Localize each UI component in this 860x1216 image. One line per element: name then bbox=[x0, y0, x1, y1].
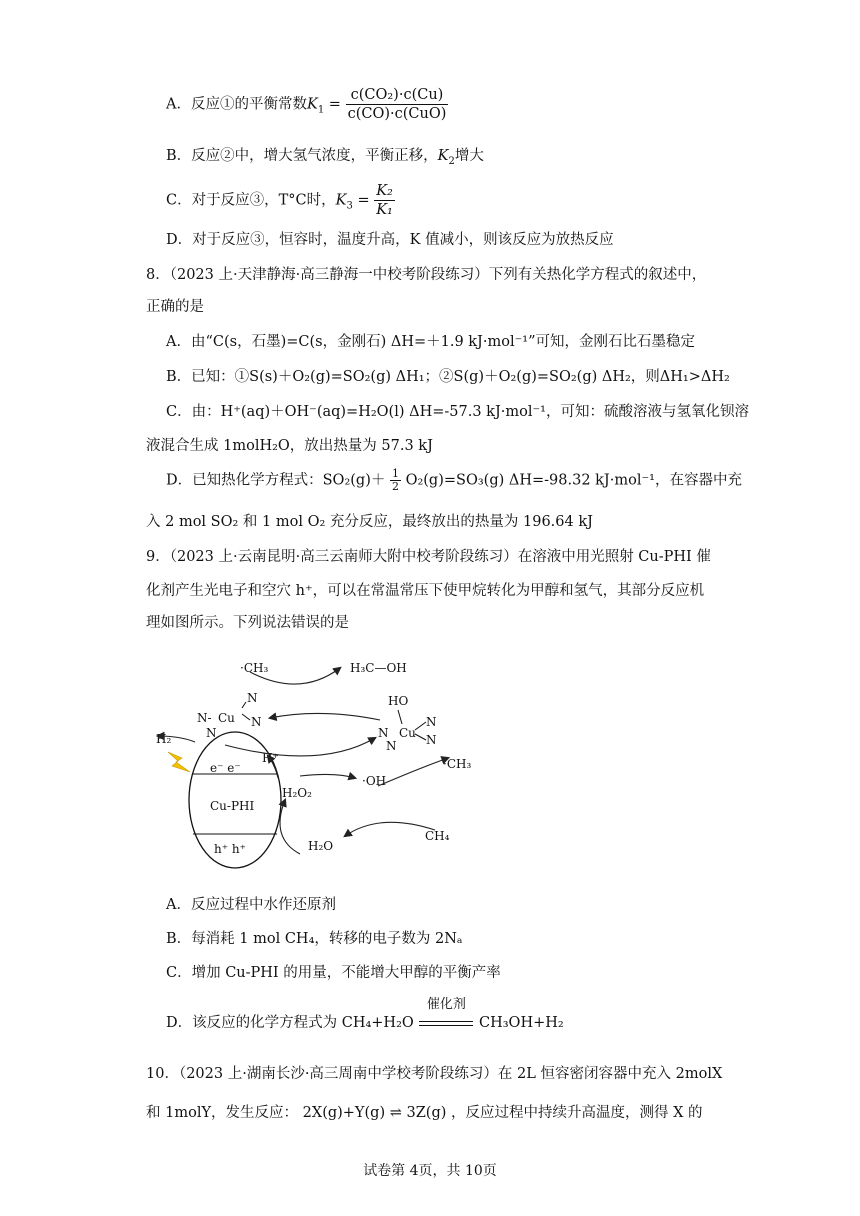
q8-option-c-line-2: 液混合生成 1molH₂O，放出热量为 57.3 kJ bbox=[146, 438, 433, 454]
n-r3-label: N bbox=[426, 733, 437, 747]
q8-option-d-line-2: 入 2 mol SO₂ 和 1 mol O₂ 充分反应，最终放出的热量为 196.64 kJ bbox=[146, 514, 593, 530]
q7-a-k: K bbox=[306, 96, 318, 113]
q9-option-b: B．每消耗 1 mol CH₄，转移的电子数为 2Nₐ bbox=[166, 931, 463, 947]
n-right-l-label: N bbox=[251, 715, 262, 729]
q7-option-d: D．对于反应③，恒容时，温度升高，K 值减小，则该反应为放热反应 bbox=[166, 232, 614, 248]
q7-a-text: A．反应①的平衡常数 bbox=[166, 96, 307, 113]
q10-eq-right: 3Z(g) bbox=[406, 1105, 447, 1121]
q7-c-denominator: K₁ bbox=[376, 202, 393, 218]
q7-a-denominator: c(CO)·c(CuO) bbox=[347, 106, 447, 122]
n-left-top-label: N- bbox=[197, 711, 212, 725]
q8-d-text-a: D．已知热化学方程式：SO₂(g)＋ bbox=[166, 472, 386, 489]
q9-d-arrow bbox=[418, 997, 474, 1033]
q9-d-left: CH₄+H₂O bbox=[341, 1015, 414, 1031]
arrow-ch4-to-h2o bbox=[345, 822, 435, 836]
q9-stem-line-1: 9．（2023 上·云南昆明·高三云南师大附中校考阶段练习）在溶液中用光照射 Cu-PHI 催 bbox=[146, 549, 711, 565]
q7-a-fraction bbox=[346, 86, 449, 123]
q7-b-k-sub: 2 bbox=[448, 155, 455, 167]
q7-option-c bbox=[166, 182, 395, 219]
q10-text-a: 和 1molY，发生反应： bbox=[146, 1105, 299, 1121]
cu-right-label: Cu bbox=[399, 726, 416, 740]
n-r4-label: N bbox=[386, 739, 397, 753]
page-footer: 试卷第 4页，共 10页 bbox=[363, 1163, 497, 1179]
q7-option-a bbox=[166, 86, 448, 123]
arrow-cu-to-cu-oh bbox=[225, 738, 375, 756]
n-r1-label: N bbox=[378, 726, 389, 740]
ho-label: HO bbox=[388, 694, 409, 708]
q9-stem-line-2: 化剂产生光电子和空穴 h⁺，可以在常温常压下使甲烷转化为甲醇和氢气，其部分反应机 bbox=[146, 583, 705, 599]
q8-option-b: B．已知：①S(s)＋O₂(g)=SO₂(g) ΔH₁；②S(g)＋O₂(g)=SO₂(g) ΔH₂，则ΔH₁>ΔH₂ bbox=[166, 369, 730, 385]
n-left-bot-label: N bbox=[206, 726, 217, 740]
q7-b-k: K bbox=[437, 148, 449, 164]
q8-option-a: A．由“C(s，石墨)=C(s，金刚石) ΔH=＋1.9 kJ·mol⁻¹”可知，金刚石比石墨稳定 bbox=[166, 334, 695, 350]
arrow-h2o-to-h2o2 bbox=[280, 800, 300, 854]
arrow-to-oh bbox=[300, 774, 355, 778]
q8-stem-line-2: 正确的是 bbox=[146, 299, 204, 315]
q7-c-numerator: K₂ bbox=[376, 183, 393, 199]
q7-c-text: C．对于反应③，T°C时， bbox=[166, 192, 336, 209]
holes-label: h⁺ h⁺ bbox=[214, 842, 246, 856]
q7-a-numerator: c(CO₂)·c(Cu) bbox=[346, 86, 449, 105]
arrow-oh-ch3 bbox=[378, 758, 448, 786]
n-top-label: N bbox=[247, 691, 258, 705]
reaction-mechanism-diagram bbox=[150, 650, 490, 870]
q9-d-condition: 催化剂 bbox=[426, 997, 466, 1012]
q8-option-c-line-1: C．由：H⁺(aq)＋OH⁻(aq)=H₂O(l) ΔH=-57.3 kJ·mol⁻¹，可知：硫酸溶液与氢氧化钡溶 bbox=[166, 404, 749, 420]
cu-left-label: Cu bbox=[218, 711, 235, 725]
q8-option-d-line-1 bbox=[166, 468, 742, 493]
q7-c-k: K bbox=[335, 192, 347, 209]
arrow-cu-oh-to-cu bbox=[270, 713, 380, 720]
q7-option-b bbox=[166, 146, 484, 172]
q7-c-fraction bbox=[374, 182, 395, 219]
n-r2-label: N bbox=[426, 715, 437, 729]
q9-option-d bbox=[166, 997, 564, 1033]
q7-a-k-sub: 1 bbox=[317, 104, 325, 116]
q7-b-suffix: 增大 bbox=[454, 148, 484, 164]
q7-c-k-sub: 3 bbox=[346, 200, 353, 212]
q9-stem-line-3: 理如图所示。下列说法错误的是 bbox=[146, 615, 349, 631]
h-plus-label: H⁺ bbox=[262, 751, 279, 765]
q7-c-eq: = bbox=[352, 192, 375, 209]
q10-eq-left: 2X(g)+Y(g) bbox=[302, 1105, 386, 1121]
ch3-top-label: ·CH₃ bbox=[240, 661, 269, 675]
electrons-label: e⁻ e⁻ bbox=[210, 761, 241, 775]
q8-stem-line-1: 8．（2023 上·天津静海·高三静海一中校考阶段练习）下列有关热化学方程式的叙述中， bbox=[146, 267, 707, 283]
q9-d-right: CH₃OH+H₂ bbox=[479, 1015, 564, 1031]
q7-b-text: B．反应②中，增大氢气浓度，平衡正移， bbox=[166, 148, 438, 164]
oh-label: ·OH bbox=[362, 774, 387, 788]
q10-eq-arrow: ⇌ bbox=[389, 1105, 402, 1121]
q10-text-b: ，反应过程中持续升高温度，测得 X 的 bbox=[451, 1105, 703, 1121]
h2o2-label: H₂O₂ bbox=[282, 786, 312, 800]
h2-label: H₂ bbox=[156, 732, 172, 746]
catalyst-label: Cu-PHI bbox=[210, 799, 255, 813]
ch4-label: CH₄ bbox=[425, 829, 450, 843]
q8-d-half-den: 2 bbox=[391, 480, 399, 493]
ch3-right-label: ·CH₃ bbox=[443, 757, 472, 771]
h2o-label: H₂O bbox=[308, 839, 334, 853]
q10-stem-line-1: 10．（2023 上·湖南长沙·高三周南中学校考阶段练习）在 2L 恒容密闭容器中充入 2molX bbox=[146, 1066, 723, 1082]
light-bolt-icon bbox=[168, 752, 190, 772]
q9-d-text: D．该反应的化学方程式为 bbox=[166, 1015, 338, 1031]
q8-d-half-num: 1 bbox=[391, 467, 399, 480]
q8-d-text-b: O₂(g)=SO₃(g) ΔH=-98.32 kJ·mol⁻¹，在容器中充 bbox=[405, 472, 742, 489]
methanol-label: H₃C—OH bbox=[350, 661, 407, 675]
q8-d-half-fraction bbox=[390, 468, 401, 493]
q9-option-a: A．反应过程中水作还原剂 bbox=[166, 897, 336, 913]
q9-option-c: C．增加 Cu-PHI 的用量，不能增大甲醇的平衡产率 bbox=[166, 965, 501, 981]
q10-stem-line-2 bbox=[146, 1103, 703, 1123]
q7-a-eq: = bbox=[324, 96, 346, 113]
